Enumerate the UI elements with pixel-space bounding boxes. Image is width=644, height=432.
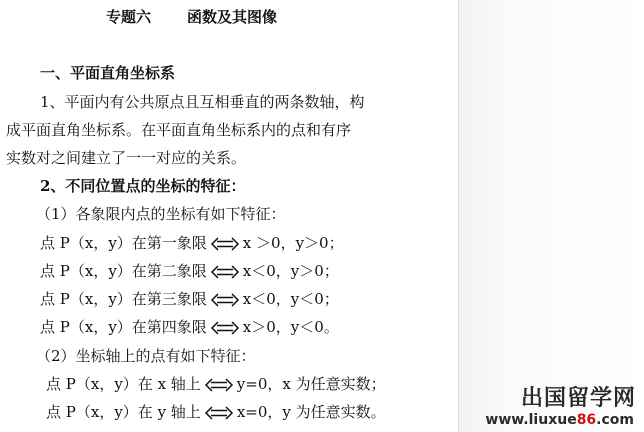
- condition-text: 点 P（x，y）在 x 轴上: [46, 375, 201, 393]
- double-arrow-icon: [210, 321, 240, 335]
- site-watermark: [485, 386, 636, 428]
- axis-row-y: [46, 401, 386, 423]
- quadrant-row-3: [40, 288, 339, 310]
- double-arrow-icon: [210, 237, 240, 251]
- double-arrow-icon: [204, 406, 234, 420]
- axes-intro: （2）坐标轴上的点有如下特征：: [36, 347, 256, 365]
- watermark-url-highlight: 86: [576, 412, 597, 428]
- result-text: x=0，y 为任意实数。: [236, 403, 386, 421]
- watermark-url-suffix: .com: [596, 412, 634, 428]
- condition-text: 点 P（x，y）在第四象限: [40, 318, 207, 336]
- paragraph-line: 实数对之间建立了一一对应的关系。: [6, 149, 247, 167]
- watermark-title: 出国留学网: [520, 386, 636, 411]
- double-arrow-icon: [210, 265, 240, 279]
- title-subject: 函数及其图像: [187, 8, 278, 26]
- condition-text: 点 P（x，y）在 y 轴上: [46, 403, 201, 421]
- condition-text: 点 P（x，y）在第一象限: [40, 234, 207, 252]
- section-heading-point-features: 2、不同位置点的坐标的特征：: [40, 177, 246, 195]
- document-title: [106, 6, 277, 28]
- watermark-url: [485, 412, 634, 428]
- quadrant-row-2: [40, 260, 339, 282]
- condition-text: 点 P（x，y）在第三象限: [40, 290, 207, 308]
- paragraph-line: 1、平面内有公共原点且互相垂直的两条数轴，构: [40, 93, 365, 111]
- result-text: y=0，x 为任意实数；: [236, 375, 386, 393]
- page-gutter: [459, 0, 644, 432]
- paragraph-line: 成平面直角坐标系。在平面直角坐标系内的点和有序: [6, 121, 352, 139]
- watermark-url-prefix: www.liuxue: [485, 412, 577, 428]
- double-arrow-icon: [210, 293, 240, 307]
- double-arrow-icon: [204, 378, 234, 392]
- quadrant-row-1: [40, 232, 344, 254]
- result-text: x ＞0，y＞0；: [242, 234, 344, 252]
- section-heading-coordinate-system: 一、平面直角坐标系: [40, 64, 176, 82]
- result-text: x＞0，y＜0。: [242, 318, 339, 336]
- axis-row-x: [46, 373, 386, 395]
- result-text: x＜0，y＜0；: [242, 290, 339, 308]
- title-topic: 专题六: [106, 8, 152, 26]
- quadrant-intro: （1）各象限内点的坐标有如下特征：: [36, 205, 286, 223]
- quadrant-row-4: [40, 316, 339, 338]
- result-text: x＜0，y＞0；: [242, 262, 339, 280]
- condition-text: 点 P（x，y）在第二象限: [40, 262, 207, 280]
